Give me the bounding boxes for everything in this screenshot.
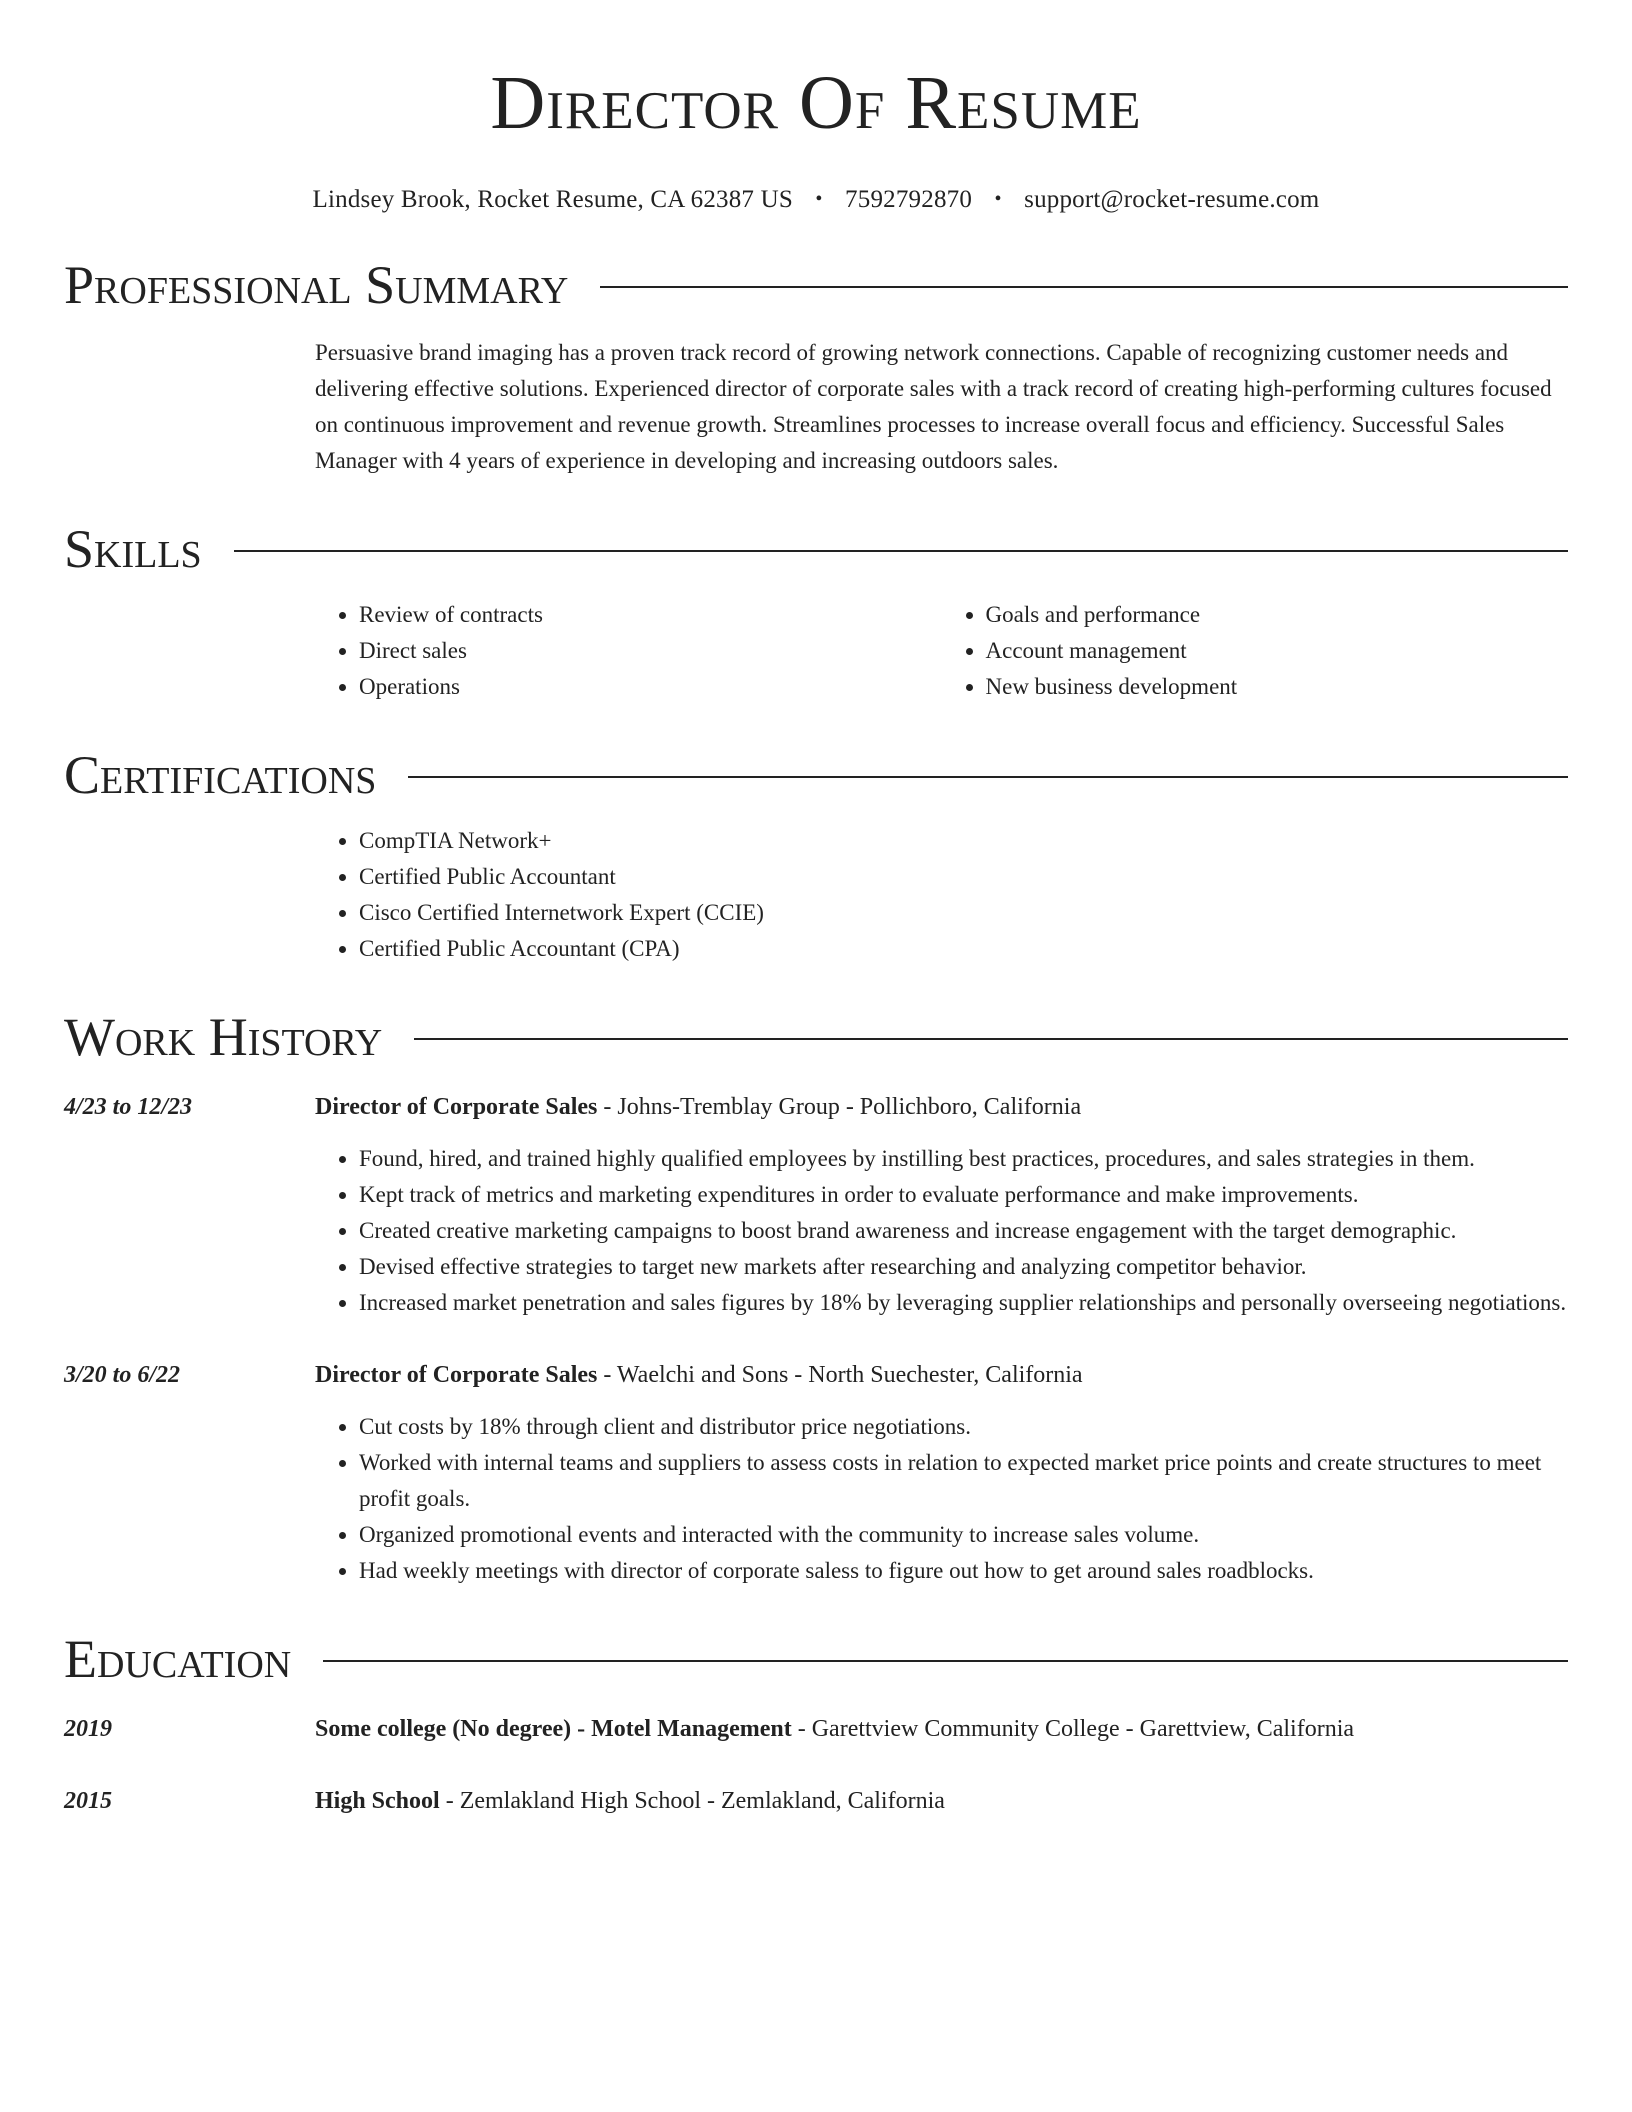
job-bullet: • Had weekly meetings with director of corporate saless to figure out how to get around sales roadblocks. xyxy=(359,1553,1568,1589)
certifications-block xyxy=(315,823,1568,967)
certifications-section-header xyxy=(64,745,1568,805)
section-divider xyxy=(234,550,1568,552)
job-company: - Waelchi and Sons - North Suechester, California xyxy=(597,1362,1083,1388)
job-entry xyxy=(64,1357,1568,1589)
skills-heading: Skills xyxy=(64,519,202,579)
contact-line xyxy=(64,184,1568,215)
skill-item: • Review of contracts xyxy=(359,597,942,633)
education-entry xyxy=(64,1783,1568,1819)
job-body xyxy=(315,1357,1568,1589)
job-body xyxy=(315,1089,1568,1321)
summary-section-header xyxy=(64,255,1568,315)
job-bullet: • Found, hired, and trained highly qualified employees by instilling best practices, procedures, and sales strategies in them. xyxy=(359,1141,1568,1177)
job-bullet: • Created creative marketing campaigns to boost brand awareness and increase engagement with the target demographic. xyxy=(359,1213,1568,1249)
job-dates: 3/20 to 6/22 xyxy=(64,1362,181,1388)
job-bullet: • Worked with internal teams and suppliers to assess costs in relation to expected market price points and create structures to meet profit goals. xyxy=(359,1445,1568,1517)
contact-separator: • xyxy=(815,188,823,210)
job-title: Director of Corporate Sales xyxy=(315,1094,598,1120)
job-bullets xyxy=(315,1409,1568,1589)
skills-list-left xyxy=(315,597,942,705)
education-year: 2015 xyxy=(64,1788,112,1814)
section-divider xyxy=(323,1660,1568,1662)
education-degree: High School xyxy=(315,1788,440,1814)
work-section-header xyxy=(64,1007,1568,1067)
education-school: - Zemlakland High School - Zemlakland, California xyxy=(439,1788,945,1814)
skills-section-header xyxy=(64,519,1568,579)
certification-item: • Cisco Certified Internetwork Expert (CCIE) xyxy=(359,895,1568,931)
education-year: 2019 xyxy=(64,1716,112,1742)
skill-item: • Operations xyxy=(359,669,942,705)
certification-item: • Certified Public Accountant (CPA) xyxy=(359,931,1568,967)
section-divider xyxy=(600,286,1568,288)
job-title: Director of Corporate Sales xyxy=(315,1362,598,1388)
skills-list-right xyxy=(942,597,1569,705)
job-dates: 4/23 to 12/23 xyxy=(64,1094,193,1120)
education-degree: Some college (No degree) - Motel Management xyxy=(315,1716,792,1742)
education-line xyxy=(315,1711,1354,1747)
job-company: - Johns-Tremblay Group - Pollichboro, California xyxy=(597,1094,1082,1120)
education-entry xyxy=(64,1711,1568,1747)
certifications-heading: Certifications xyxy=(64,745,377,805)
candidate-name: Director Of Resume xyxy=(490,61,1142,145)
job-bullet: • Cut costs by 18% through client and distributor price negotiations. xyxy=(359,1409,1568,1445)
job-title-line xyxy=(315,1089,1568,1125)
contact-address: Lindsey Brook, Rocket Resume, CA 62387 US xyxy=(312,186,793,213)
contact-separator: • xyxy=(994,188,1002,210)
skill-item: • Goals and performance xyxy=(986,597,1569,633)
job-title-line xyxy=(315,1357,1568,1393)
certification-item: • CompTIA Network+ xyxy=(359,823,1568,859)
section-divider xyxy=(414,1038,1568,1040)
skill-item: • Account management xyxy=(986,633,1569,669)
summary-text: Persuasive brand imaging has a proven track record of growing network connections. Capable of recognizing customer needs and delivering effective solutions. Experienced director of corporate sales with a track record of creating high-performing cultures focused on continuous improvement and revenue growth. Streamlines processes to increase overall focus and efficiency. Successful Sales Manager with 4 years of experience in developing and increasing outdoors sales. xyxy=(315,340,1552,473)
job-bullet: • Kept track of metrics and marketing expenditures in order to evaluate performance and make improvements. xyxy=(359,1177,1568,1213)
education-school: - Garettview Community College - Garettview, California xyxy=(791,1716,1355,1742)
job-bullet: • Organized promotional events and interacted with the community to increase sales volume. xyxy=(359,1517,1568,1553)
job-entry xyxy=(64,1089,1568,1321)
section-divider xyxy=(408,776,1568,778)
education-section-header xyxy=(64,1629,1568,1689)
summary-heading: Professional Summary xyxy=(64,255,569,315)
work-heading: Work History xyxy=(64,1007,383,1067)
skill-item: • Direct sales xyxy=(359,633,942,669)
certification-item: • Certified Public Accountant xyxy=(359,859,1568,895)
contact-email: support@rocket-resume.com xyxy=(1024,186,1320,213)
education-heading: Education xyxy=(64,1629,292,1689)
contact-phone: 7592792870 xyxy=(845,186,973,213)
certifications-list xyxy=(315,823,1568,967)
job-bullets xyxy=(315,1141,1568,1321)
skills-columns xyxy=(315,597,1568,705)
job-bullet: • Increased market penetration and sales figures by 18% by leveraging supplier relationships and personally overseeing negotiations. xyxy=(359,1285,1568,1321)
job-bullet: • Devised effective strategies to target new markets after researching and analyzing competitor behavior. xyxy=(359,1249,1568,1285)
skill-item: • New business development xyxy=(986,669,1569,705)
education-line xyxy=(315,1783,945,1819)
